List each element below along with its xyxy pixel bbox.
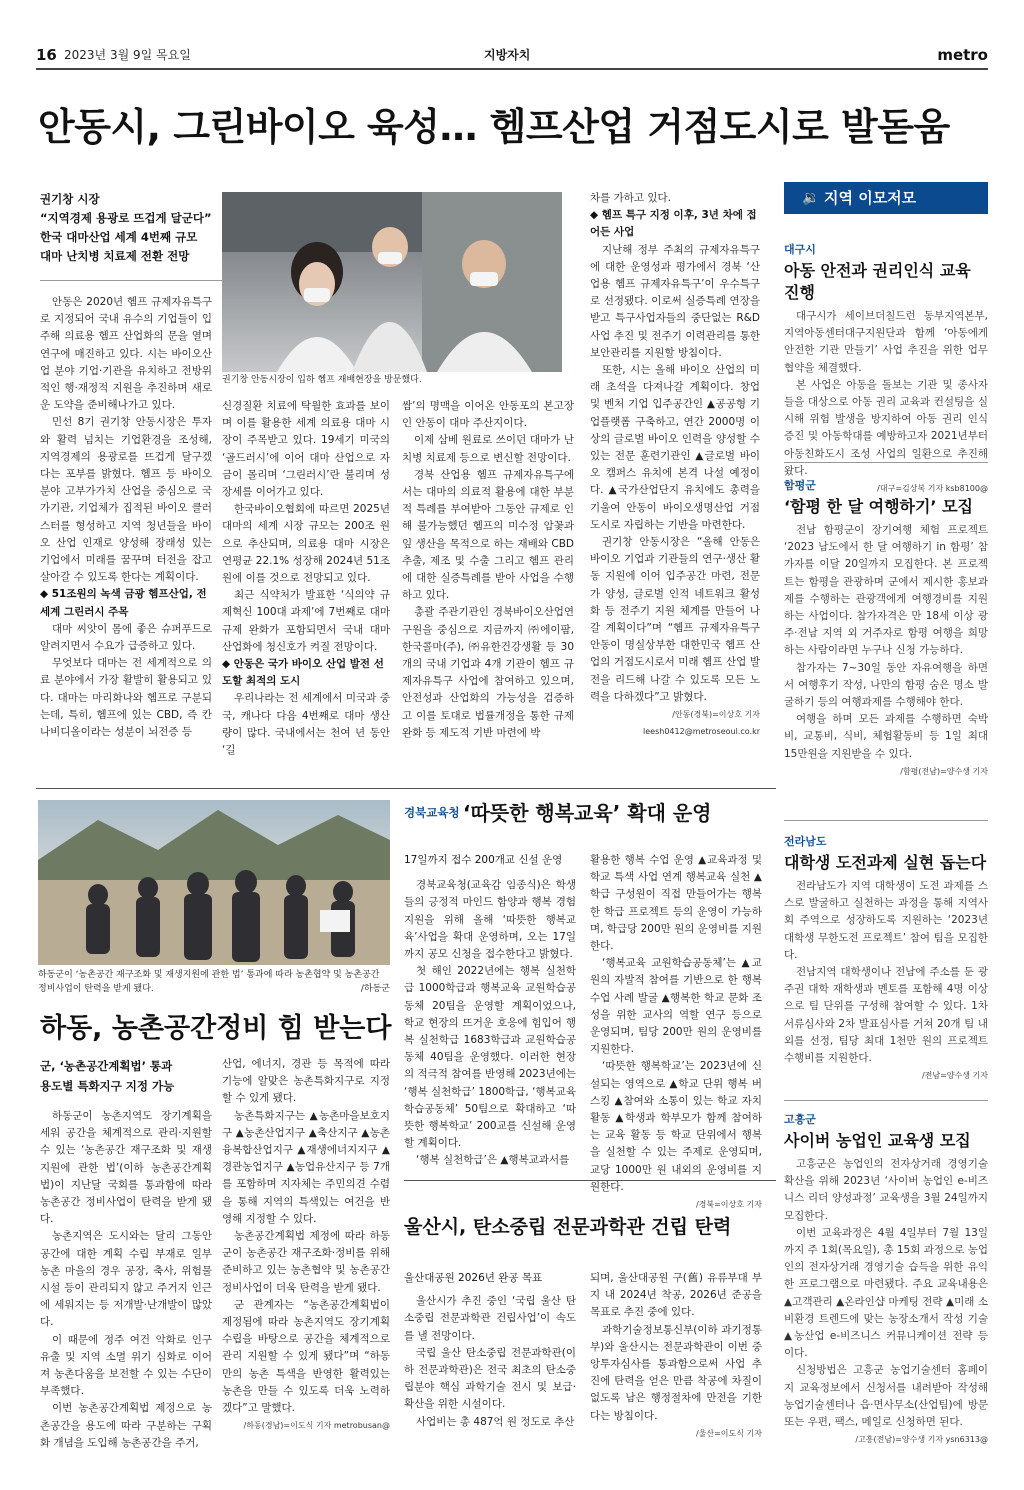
main-col2-para: 신경질환 치료에 탁월한 효과를 보이며 이를 활용한 세계 의료용 대마 시장이 주목받고 있다. 19세기 미국의 ‘골드러시’에 이어 대마 산업으로 자금이 몰리며 ‘그린러시’란 불리며 성장세를 이어가고 있다.	[222, 400, 390, 499]
sidebar-item-jeonnam	[784, 834, 988, 1084]
gyeongbuk-headline: ‘따뜻한 행복교육’ 확대 운영	[462, 801, 712, 825]
subhead-scale: 한국 대마산업 세계 4번째 규모	[40, 230, 198, 244]
gyeongbuk-label: 경북교육청	[404, 805, 460, 820]
gyeongbuk-col1	[404, 852, 576, 1170]
main-col4	[590, 190, 760, 741]
hadong-caption-text: 하동군이 ‘농촌공간 재구조화 및 재생지원에 관한 법’ 통과에 따라 농촌협약 및 농촌공간 정비사업이 탄력을 받게 됐다.	[38, 970, 380, 994]
sidebar-item-hampyeong	[784, 478, 988, 780]
sidebar-para: 참가자는 7~30일 동안 자유여행을 하면서 여행후기 작성, 나만의 함평 숨은 명소 발굴하기 등의 여행과제를 수행해야 한다.	[784, 661, 988, 709]
hadong-col1-para: 이 때문에 정주 여건 악화로 인구 유출 및 지역 소멸 위기 심화로 이어져 농촌다움을 보전할 수 있는 수단이 부족했다.	[40, 1333, 212, 1398]
main-headline: 안동시, 그린바이오 육성… 헴프산업 거점도시로 발돋움	[38, 105, 950, 149]
subhead-quote: “지역경제 용광로 뜨겁게 달군다”	[40, 211, 212, 225]
sidebar-item-daegu	[784, 242, 988, 497]
ulsan-col1	[404, 1270, 576, 1431]
main-col3-para: 총괄 주관기관인 경북바이오산업연구원을 중심으로 지금까지 ㈜에이팜, 한국콜마(주), ㈜유한건강생활 등 30개의 국내 기업과 4개 기관이 헴프 규제자유특구 사업에 참여하고 있으며, 안전성과 산업화의 가능성을 검증하고 이를 토대로 법률개정을 통한 규제 완화 등 제도적 기반 마련에 박	[402, 606, 574, 739]
ulsan-byline: /울산=이도식 기자	[695, 1428, 762, 1438]
main-col1	[40, 294, 212, 741]
hadong-col1-para: 하동군이 농촌지역도 장기계획을 세워 공간을 체계적으로 관리·지원할 수 있는 ‘농촌공간 재구조화 및 재생지원에 관한 법’(이하 농촌공간계획법)이 지난달 국회를 통과함에 따라 농촌공간 정비사업이 탄력을 받게 됐다.	[40, 1110, 212, 1226]
sidebar-byline: /대구=김상복 기자 ksb8100@	[877, 484, 988, 494]
sidebar-byline: /전남=양수생 기자	[921, 1071, 988, 1081]
sidebar	[784, 182, 988, 1482]
hadong-photo	[38, 800, 390, 965]
sidebar-para: 전남지역 대학생이나 전남에 주소를 둔 광주권 대학 재학생과 멘토를 포함해 4명 이상으로 팀 단위를 구성해 참여할 수 있다. 1차 서류심사와 2차 발표심사를 거쳐 20개 팀 내외를 선정, 팀당 최대 1천만 원의 프로젝트 수행비를 지원한다.	[784, 966, 988, 1065]
sidebar-item-title: 아동 안전과 권리인식 교육 진행	[784, 261, 971, 302]
main-col1-para: 무엇보다 대마는 전 세계적으로 의료 분야에서 가장 활발히 활용되고 있다. 대마는 마리화나와 헴프로 구분되는데, 특히, 헴프에 있는 CBD, 즉 칸나비디올이라는 성분이 뇌전증 등	[40, 657, 212, 739]
sidebar-title: 지역 이모저모	[824, 189, 917, 207]
hadong-col1	[40, 1108, 212, 1452]
sidebar-region: 고흥군	[784, 1113, 816, 1126]
gyeongbuk-col1-para: 첫 해인 2022년에는 행복 실천학급 1000학급과 행복교육 교원학습공동체 20팀을 운영할 계획이었으나, 학교 현장의 뜨거운 호응에 힘입어 행복 실천학급 1683학급과 교원학습공동체 40팀을 운영했다. 이러한 현장의 적극적 참여를 반영해 2023년에는 ‘행복 실천학급’ 1800학급, ‘행복교육 학습공동체’ 50팀으로 확대하고 ‘따뜻한 행복학교’ 200교를 신설해 운영할 계획이다.	[404, 965, 576, 1150]
hadong-col2-para: 산업, 에너지, 경관 등 목적에 따라 기능에 알맞은 농촌특화지구로 지정할 수 있게 됐다.	[222, 1058, 390, 1105]
sidebar-para: 이번 교육과정은 4월 4일부터 7월 13일까지 주 1회(목요일), 총 15회 과정으로 농업인의 전자상거래 경영기술 습득을 위한 유익한 프로그램으로 마련됐다. 주요 교육내용은 ▲고객관리 ▲온라인샵 마케팅 전략 ▲미래 소비환경 트렌드에 맞는 농장소개서 작성 기술 ▲농산업 e-비즈니스 커뮤니케이션 전략 등이다.	[784, 1226, 988, 1360]
section-name: 지방자치	[484, 48, 531, 62]
hadong-col2	[222, 1056, 390, 1434]
ulsan-col2-para: 과학기술정보통신부(이하 과기정통부)와 울산시는 전문과학관이 이번 중앙투자심사를 통과함으로써 사업 추진에 탄력을 얻은 만큼 착공에 차질이 없도록 남은 행정절차에 만전을 기한다는 방침이다.	[590, 1323, 762, 1422]
main-col4-para: 차를 가하고 있다.	[590, 192, 672, 204]
hadong-col1-para: 이번 농촌공간계획법 제정으로 농촌공간을 용도에 따라 구분하는 구획화 개념을 도입해 농촌공간을 주거,	[40, 1402, 212, 1449]
sidebar-para: 전남 함평군이 장기여행 체험 프로젝트 ‘2023 남도에서 한 달 여행하기 in 함평’ 참가자를 이달 20일까지 모집한다. 본 프로젝트는 함평을 관광하며 군에서 제시한 홍보과제를 수행하는 관광객에게 여행경비를 지원하는 사업이다. 참가자격은 만 18세 이상 광주·전남 지역 외 거주자로 함평 여행을 희망하는 사람이라면 누구나 신청 가능하다.	[784, 524, 988, 657]
photo-people-illustration	[222, 192, 562, 372]
sidebar-para: 신청방법은 고흥군 농업기술센터 홈페이지 교육정보에서 신청서를 내려받아 작성해 농업기술센터나 읍·면사무소(산업팀)에 방문 또는 우편, 팩스, 메일로 신청하면 된다.	[784, 1364, 988, 1429]
ulsan-col1-para: 국립 울산 탄소중립 전문과학관(이하 전문과학관)은 전국 최초의 탄소중립분야 핵심 과학기술 전시 및 보급·확산을 위한 시설이다.	[404, 1346, 576, 1411]
hadong-byline: /하동(경남)=이도식 기자 metrobusan@	[243, 1421, 390, 1431]
header-rule	[36, 68, 988, 70]
sidebar-para: 대구시가 세이브더칠드런 동부지역본부, 지역아동센터대구지원단과 함께 ‘아동에게 안전한 기관 만들기’ 사업 추진을 위한 업무협약을 체결했다.	[784, 310, 988, 374]
hadong-col1-para: 농촌지역은 도시와는 달리 그동안 공간에 대한 계획 수립 부재로 일부 농촌 마을의 경우 공장, 축사, 위험물 시설 등이 관리되지 않고 주거지 인근에 세워지는 등 저개발·난개발이 많았다.	[40, 1230, 212, 1329]
subhead-outlook: 대마 난치병 치료제 전환 전망	[40, 249, 190, 263]
main-col2-section-head: ◆ 안동은 국가 바이오 산업 발전 선도할 최적의 도시	[222, 658, 384, 688]
sidebar-region: 전라남도	[784, 835, 827, 848]
main-photo	[222, 192, 562, 372]
main-col1-section-head: ◆ 51조원의 녹색 금광 헴프산업, 전세계 그린러시 주목	[40, 588, 207, 618]
main-col2-para: 한국바이오협회에 따르면 2025년 대마의 세계 시장 규모는 200조 원으로 추산되며, 의료용 대마 시장은 연평균 22.1% 성장해 2024년 51조 원에 이를 것으로 전망되고 있다.	[222, 503, 390, 585]
sidebar-para: 여행을 하며 모든 과제를 수행하면 숙박비, 교통비, 식비, 체험활동비 등 1일 최대 15만원을 지원받을 수 있다.	[784, 713, 988, 760]
main-col1-para: 민선 8기 권기창 안동시장은 투자와 활력 넘치는 기업환경을 조성해, 지역경제의 용광로를 뜨겁게 달구겠다는 포부를 밝혔다. 헴프 등 바이오분야 고부가가치 산업을 중심으로 국가기관, 기업체가 집적된 바이오 클러스터를 형성하고 지역 청년들을 바이오 산업 인재로 양성해 장래성 있는 기업에서 미래를 꿈꾸며 터전을 잡고 살아갈 수 있도록 한다는 계획이다.	[40, 416, 212, 584]
hadong-photo-illustration	[38, 800, 390, 965]
subhead-rule	[40, 280, 230, 281]
hadong-sub1: 군, ‘농촌공간계획법’ 통과	[40, 1059, 173, 1073]
hadong-photo-caption	[38, 968, 390, 996]
sidebar-item-title: 사이버 농업인 교육생 모집	[784, 1131, 971, 1150]
main-col4-para: 또한, 시는 올해 바이오 산업의 미래 초석을 다져나갈 계획이다. 창업 및 벤처 기업 입주공간인 ▲공공형 기업플랫폼 구축하고, 연간 2000명 이상의 글로벌 바이오 인력을 양성할 수 있는 전문 훈련기관인 ▲글로벌 바이오 캠퍼스 유치에 본격 나설 예정이다. ▲국가산업단지 유치에도 총력을 기울여 안동이 바이오생명산업 거점도시로 자립하는 기반을 마련한다.	[590, 364, 760, 531]
gyeongbuk-byline: /경북=이상호 기자	[695, 1200, 762, 1210]
speaker-icon: 🔉	[802, 190, 820, 206]
sidebar-para: 고흥군은 농업인의 전자상거래 경영기술 확산을 위해 2023년 ‘사이버 농업인 e-비즈니스 리더 양성과정’ 교육생을 3월 24일까지 모집한다.	[784, 1158, 988, 1222]
ulsan-subhead: 울산대공원 2026년 완공 목표	[404, 1272, 543, 1284]
hadong-headline: 하동, 농촌공간정비 힘 받는다	[40, 1013, 392, 1044]
hadong-subheads	[40, 1056, 212, 1096]
main-col3-para: 이제 삼베 원료로 쓰이던 대마가 난치병 치료제 등으로 변신할 전망이다.	[402, 434, 574, 464]
sidebar-item-title: ‘함평 한 달 여행하기’ 모집	[784, 497, 973, 516]
ulsan-col1-para: 사업비는 총 487억 원 정도로 추산	[416, 1415, 575, 1428]
gyeongbuk-col2-para: ‘따뜻한 행복학교’는 2023년에 신설되는 영역으로 ▲학교 단위 행복 버스킹 ▲참여와 소통이 있는 학교 자치 활동 ▲학생과 학부모가 함께 참여하는 교육 활동 등 학교 단위에서 행복을 실천할 수 있는 주제로 운영되며, 교당 1000만 원 내외의 운영비를 지원한다.	[590, 1060, 762, 1193]
main-col3	[402, 398, 574, 742]
ulsan-col1-para: 울산시가 추진 중인 ‘국립 울산 탄소중립 전문과학관 건립사업’이 속도를 낼 전망이다.	[404, 1295, 576, 1342]
main-col3-para: 경북 산업용 헴프 규제자유특구에서는 대마의 의료적 활용에 대한 부분적 특례를 부여받아 그동안 규제로 인해 불가능했던 헴프의 미수정 암꽃과 잎 생산을 목적으로 하는 재배와 CBD 추출, 제조 및 수출 그리고 헴프 관리에 대한 실증특례를 받아 사업을 수행하고 있다.	[402, 468, 574, 602]
ulsan-col2-para: 되며, 울산대공원 구(舊) 유류부대 부지 내 2024년 착공, 2026년 준공을 목표로 추진 중에 있다.	[590, 1272, 762, 1319]
gyeongbuk-col1-para: ‘행복 실천학급’은 ▲행복교과서를	[416, 1154, 570, 1167]
main-subheads	[40, 190, 230, 266]
sidebar-divider	[784, 1100, 988, 1101]
gyeongbuk-subhead: 17일까지 접수 200개교 신설 운영	[404, 854, 563, 866]
hadong-photo-credit: /하동군	[360, 984, 390, 994]
main-photo-caption: 권기창 안동시장이 입하 헴프 재배현장을 방문했다.	[222, 375, 422, 385]
brand-logo: metro	[937, 46, 988, 64]
sidebar-para: 전라남도가 지역 대학생이 도전 과제를 스스로 발굴하고 실천하는 과정을 통해 지역사회 주역으로 성장하도록 지원하는 ‘2023년 대학생 무한도전 프로젝트’ 참여 팀을 모집한다.	[784, 880, 988, 961]
gyeongbuk-col1-para: 경북교육청(교육감 임종식)은 학생들의 긍정적 마인드 함양과 행복 경험 지원을 위해 올해 ‘따뜻한 행복교육’사업을 확대 운영하며, 오는 17일까지 공모 신청을 접수한다고 밝혔다.	[404, 879, 576, 961]
sidebar-item-title: 대학생 도전과제 실현 돕는다	[784, 853, 987, 872]
main-col4-para: 권기창 안동시장은 “올해 안동은 바이오 기업과 기관들의 연구·생산 활동 지원에 이어 입주공간 마련, 전문가 양성, 글로벌 인적 네트워크 활성화 등 전주기 지원 체계를 만들어 나갈 계획이다”며 “헴프 규제자유특구 안동이 명실상부한 대한민국 헴프 산업의 거점도시로서 미래 헴프 산업 발전을 리드해 나갈 수 있도록 모든 노력을 다하겠다”고 밝혔다.	[590, 536, 760, 703]
hadong-col2-para: 군 관계자는 “농촌공간계획법이 제정됨에 따라 농촌지역도 장기계획 수립을 바탕으로 공간을 체계적으로 관리 지원할 수 있게 됐다”며 “하동만의 농촌 특색을 반영한 활력있는 농촌을 만들 수 있도록 더욱 노력하겠다”고 말했다.	[222, 1298, 390, 1415]
main-col1-para: 대마 씨앗이 몸에 좋은 슈퍼푸드로 알려지면서 수요가 급증하고 있다.	[40, 622, 212, 653]
main-bottom-rule	[36, 788, 776, 789]
subhead-mayor: 권기창 시장	[40, 192, 100, 206]
gyeongbuk-header	[404, 800, 774, 830]
sidebar-divider	[784, 462, 988, 463]
issue-date: 2023년 3월 9일 목요일	[64, 48, 191, 62]
main-byline-email: leesh0412@metroseoul.co.kr	[643, 727, 760, 737]
sidebar-byline: /함평(전남)=양수생 기자	[900, 766, 988, 776]
sidebar-region: 함평군	[784, 479, 816, 492]
page-header	[36, 44, 988, 66]
hadong-col2-para: 농촌특화지구는 ▲농촌마을보호지구 ▲농촌산업지구 ▲축산지구 ▲농촌융복합산업지구 ▲재생에너지지구 ▲경관농업지구 ▲농업유산지구 등 7개를 포함하며 지자체는 주민의견 수렴을 통해 지역의 특색있는 여건을 반영해 지정할 수 있다.	[222, 1109, 390, 1225]
main-col2-para: 우리나라는 전 세계에서 미국과 중국, 캐나다 다음 4번째로 대마 생산량이 많다. 국내에서는 천여 년 동안 ‘길	[222, 692, 390, 757]
main-col4-section-head: ◆ 헴프 특구 지정 이후, 3년 차에 접어든 사업	[590, 209, 757, 239]
main-col4-para: 지난해 정부 주최의 규제자유특구에 대한 운영성과 평가에서 경북 ‘산업용 헴프 규제자유특구’이 우수특구로 선정됐다. 이로써 실증특례 연장을 받고 특구사업자들의 중단없는 R&D사업 추진 및 전주기 이력관리를 통한 보안관리를 지원할 방침이다.	[590, 243, 760, 359]
sidebar-divider	[784, 820, 988, 821]
hadong-col2-para: 농촌공간계획법 제정에 따라 하동군이 농촌공간 재구조화·정비를 위해 준비하고 있는 농촌협약 및 농촌공간정비사업이 더욱 탄력을 받게 됐다.	[222, 1230, 390, 1294]
gyeongbuk-bottom-rule	[404, 1180, 776, 1181]
page-number: 16	[36, 46, 57, 64]
sidebar-para: 본 사업은 아동을 돌보는 기관 및 종사자들을 대상으로 아동 권리 교육과 컨설팅을 실시해 위험 발생을 방지하여 아동 권리 인식 증진 및 아동학대를 예방하고자 2021년부터 아동친화도시 조성 사업의 일환으로 추진해 왔다.	[784, 378, 988, 477]
sidebar-title-bar	[784, 182, 988, 214]
sidebar-item-goheung	[784, 1112, 988, 1448]
gyeongbuk-col2	[590, 852, 762, 1213]
main-col1-para: 안동은 2020년 헴프 규제자유특구로 지정되어 국내 유수의 기업들이 입주해 의료용 헴프 산업화의 문을 열며 연구에 매진하고 있다. 시는 바이오산업 분야 기업·기관을 유치하고 전방위적인 행·재정적 지원을 추진하며 새로운 도약을 준비해나가고 있다.	[40, 296, 212, 412]
ulsan-headline: 울산시, 탄소중립 전문과학관 건립 탄력	[404, 1216, 732, 1238]
sidebar-byline: /고흥(전남)=양수생 기자 ysn6313@	[855, 1435, 988, 1445]
gyeongbuk-col2-para: ‘행복교육 교원학습공동체’는 ▲교원의 자발적 참여를 기반으로 한 행복수업 사례 발굴 ▲행복한 학교 문화 조성을 위한 교사의 역할 연구 등으로 운영되며, 팀당 200만 원의 운영비를 지원한다.	[590, 957, 762, 1056]
hadong-sub2: 용도별 특화지구 지정 가능	[40, 1079, 175, 1093]
main-col3-para: 쌈’의 명맥을 이어온 안동포의 본고장인 안동이 대마 주산지이다.	[402, 400, 574, 430]
ulsan-col2	[590, 1270, 762, 1442]
main-byline: /안동(경북)=이상호 기자	[672, 710, 760, 720]
main-col2-para: 최근 식약처가 발표한 ‘식의약 규제혁신 100대 과제’에 7번째로 대마 규제 완화가 포함되면서 국내 대마 산업화에 청신호가 켜질 전망이다.	[222, 589, 390, 653]
gyeongbuk-col2-para: 활용한 행복 수업 운영 ▲교육과정 및 학교 특색 사업 연계 행복교육 실천 ▲학급 구성원이 직접 만들어가는 행복한 학급 프로젝트 등의 운영이 가능하며, 학급당 200만 원의 운영비를 지원한다.	[590, 854, 762, 953]
main-col2	[222, 398, 390, 759]
sidebar-region: 대구시	[784, 243, 816, 256]
